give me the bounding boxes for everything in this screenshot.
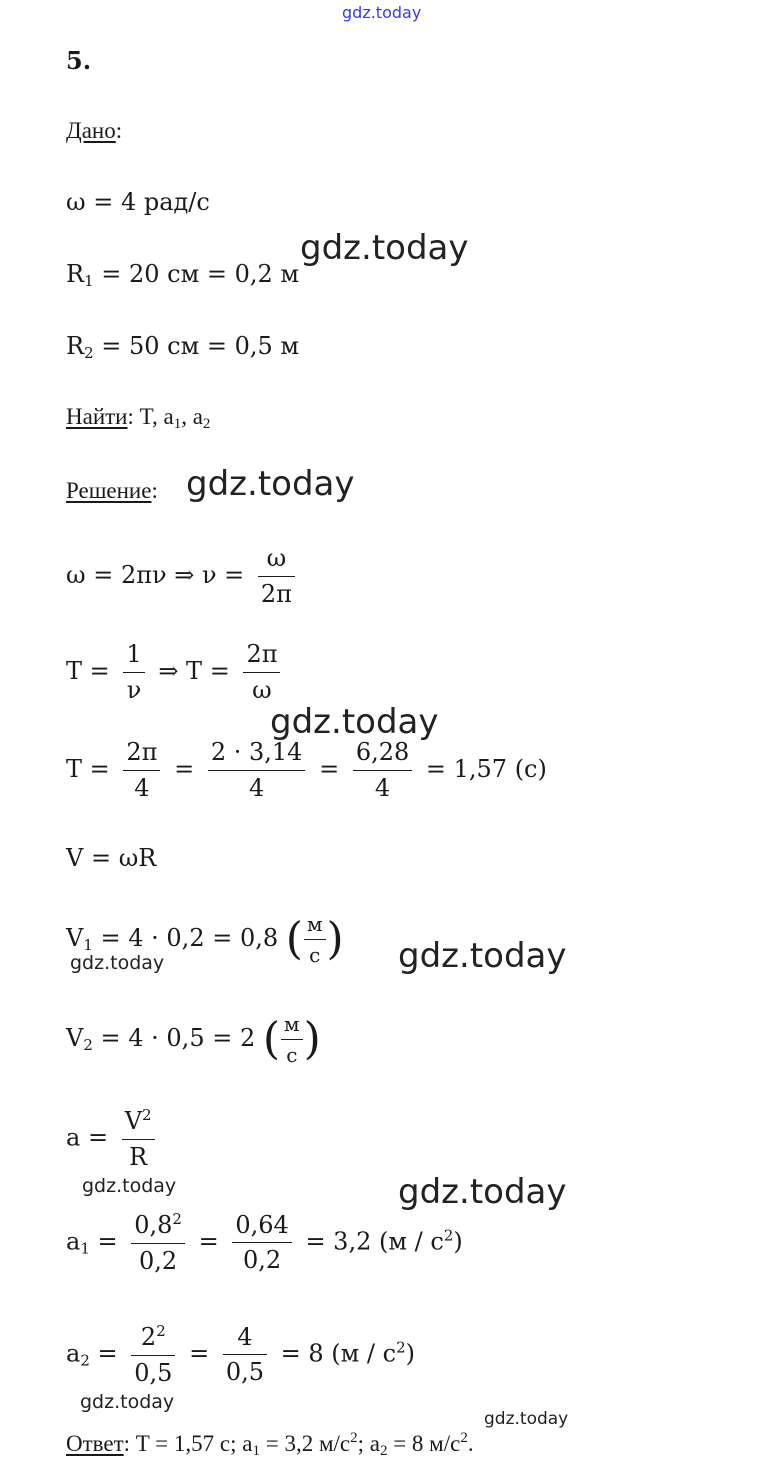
eq2-fraction-1 [123, 640, 144, 705]
eq8-fraction-2 [232, 1211, 291, 1276]
eq9-denominator-1: 0,5 [134, 1358, 173, 1387]
eq3-numerator-1: 2π [123, 738, 160, 771]
eq1-left: ω = 2πν ⇒ ν = [66, 560, 245, 589]
answer-label: Ответ [66, 1431, 124, 1456]
eq9-equals-2: = [189, 1339, 210, 1368]
eq2-denominator-1: ν [126, 675, 142, 704]
watermark-top: gdz.today [342, 3, 422, 22]
eq8-result-sup: 2 [443, 1226, 454, 1245]
equation-a2 [66, 1322, 415, 1388]
eq9-num1-sup: 2 [156, 1322, 166, 1340]
eq3-fraction-1 [123, 738, 160, 803]
equation-frequency [66, 544, 301, 609]
problem-number: 5. [66, 46, 92, 75]
find-sub2: 2 [202, 416, 211, 432]
v1-unit [304, 912, 326, 967]
answer-p5: . [467, 1431, 474, 1456]
eq3-numerator-3: 6,28 [353, 738, 412, 771]
find-line [66, 404, 210, 433]
eq7-numerator [122, 1106, 155, 1140]
eq9-result-end: ) [405, 1339, 415, 1368]
r2-symbol: R [66, 332, 85, 360]
eq9-numerator-1 [131, 1322, 175, 1356]
a1-subscript: 1 [80, 1239, 90, 1258]
eq2-numerator-2: 2π [243, 640, 280, 673]
answer-p1: : T = 1,57 с; a [123, 1431, 253, 1456]
eq7-fraction [122, 1106, 155, 1172]
equation-velocity-formula: V = ωR [66, 844, 157, 872]
watermark-2: gdz.today [186, 464, 355, 504]
r2-value: = 50 см = 0,5 м [93, 332, 300, 360]
eq8-denominator-2: 0,2 [242, 1246, 282, 1275]
solution-label: Решение [66, 478, 152, 503]
eq3-equals-2: = [319, 754, 340, 783]
eq2-denominator-2: ω [252, 675, 272, 704]
eq9-num1-base: 2 [140, 1323, 157, 1351]
eq9-denominator-2: 0,5 [225, 1358, 264, 1387]
v1-unit-den: с [309, 943, 321, 967]
v1-paren-open: ( [285, 913, 303, 965]
v2-unit-den: с [286, 1043, 298, 1067]
watermark-1: gdz.today [300, 228, 469, 268]
given-r2 [66, 334, 299, 361]
eq7-left: a = [66, 1123, 109, 1152]
eq3-fraction-3 [353, 738, 412, 803]
eq8-result-end: ) [453, 1227, 463, 1256]
eq9-numerator-2: 4 [223, 1323, 267, 1356]
eq7-num-sup: 2 [142, 1106, 152, 1124]
answer-s2: 2 [379, 1443, 388, 1459]
eq2-fraction-2 [243, 640, 280, 705]
find-sep: , a [181, 404, 203, 429]
a2-subscript: 2 [80, 1351, 90, 1370]
eq8-numerator-1 [131, 1210, 185, 1244]
watermark-9: gdz.today [484, 1409, 569, 1429]
solution-heading [66, 478, 158, 504]
answer-p4: = 8 м/с [387, 1431, 461, 1456]
eq1-fraction [258, 544, 295, 609]
v1-value: = 4 · 0,2 = 0,8 [92, 924, 279, 952]
watermark-7: gdz.today [398, 1172, 567, 1212]
answer-sup2: 2 [460, 1430, 468, 1446]
eq3-left: T = [66, 754, 110, 783]
eq3-denominator-2: 4 [248, 773, 265, 802]
eq2-numerator-1: 1 [123, 640, 144, 673]
given-r1 [66, 262, 299, 289]
equation-period-formula [66, 640, 286, 705]
eq8-num1-sup: 2 [172, 1210, 182, 1228]
r1-subscript: 1 [84, 272, 94, 290]
eq8-num1-base: 0,8 [134, 1211, 173, 1239]
v1-subscript: 1 [83, 936, 93, 954]
v2-symbol: V [66, 1024, 84, 1052]
answer-line [66, 1430, 474, 1460]
find-label: Найти [66, 404, 128, 429]
v2-subscript: 2 [83, 1036, 93, 1054]
eq3-result: = 1,57 (с) [425, 754, 547, 783]
answer-p2: = 3,2 м/с [259, 1431, 351, 1456]
find-sub1: 1 [173, 416, 182, 432]
watermark-6: gdz.today [82, 1175, 177, 1197]
a1-symbol: a [66, 1227, 81, 1256]
r2-subscript: 2 [84, 344, 94, 362]
eq8-fraction-1 [131, 1210, 185, 1276]
eq8-numerator-2: 0,64 [232, 1211, 291, 1244]
v2-unit [281, 1012, 303, 1067]
eq2-mid: ⇒ T = [158, 656, 230, 685]
eq3-equals-1: = [174, 754, 195, 783]
solution-colon: : [151, 478, 158, 503]
v2-value: = 4 · 0,5 = 2 [92, 1024, 256, 1052]
answer-p3: ; a [357, 1431, 380, 1456]
eq3-fraction-2 [208, 738, 306, 803]
v2-paren-close: ) [303, 1013, 321, 1065]
a2-symbol: a [66, 1339, 81, 1368]
find-text: : T, a [127, 404, 174, 429]
answer-s1: 1 [252, 1443, 260, 1459]
eq7-num-base: V [124, 1107, 143, 1135]
eq1-numerator: ω [258, 544, 295, 577]
eq9-fraction-1 [131, 1322, 175, 1388]
r1-symbol: R [66, 260, 85, 288]
v1-symbol: V [66, 924, 84, 952]
a1-equals: = [89, 1227, 118, 1256]
watermark-5: gdz.today [398, 936, 567, 976]
r1-value: = 20 см = 0,2 м [93, 260, 300, 288]
v2-paren-open: ( [262, 1013, 281, 1065]
eq3-denominator-3: 4 [374, 773, 391, 802]
watermark-8: gdz.today [80, 1391, 175, 1413]
watermark-4: gdz.today [70, 952, 165, 974]
equation-v2 [66, 1012, 321, 1067]
eq3-numerator-2: 2 · 3,14 [208, 738, 306, 771]
given-label: Дано [66, 118, 116, 143]
eq9-result: = 8 (м / с [280, 1339, 397, 1368]
equation-period-value [66, 738, 547, 803]
eq8-result: = 3,2 (м / с [305, 1227, 444, 1256]
equation-a1 [66, 1210, 463, 1276]
v1-paren-close: ) [326, 913, 344, 965]
eq8-denominator-1: 0,2 [139, 1246, 178, 1275]
eq3-denominator-1: 4 [134, 773, 150, 802]
answer-sup1: 2 [350, 1430, 358, 1446]
eq8-equals-2: = [198, 1227, 219, 1256]
eq2-left: T = [66, 656, 110, 685]
given-colon: : [115, 118, 123, 143]
equation-acceleration-formula [66, 1106, 161, 1172]
v1-unit-num: м [304, 912, 326, 940]
eq1-denominator: 2π [260, 579, 292, 608]
given-omega: ω = 4 рад/с [66, 188, 210, 216]
eq9-fraction-2 [223, 1323, 267, 1388]
a2-equals: = [89, 1339, 118, 1368]
given-heading [66, 118, 122, 144]
watermark-3: gdz.today [270, 702, 439, 742]
eq9-result-sup: 2 [396, 1338, 406, 1357]
v2-unit-num: м [281, 1012, 303, 1040]
eq7-denominator: R [129, 1142, 148, 1171]
